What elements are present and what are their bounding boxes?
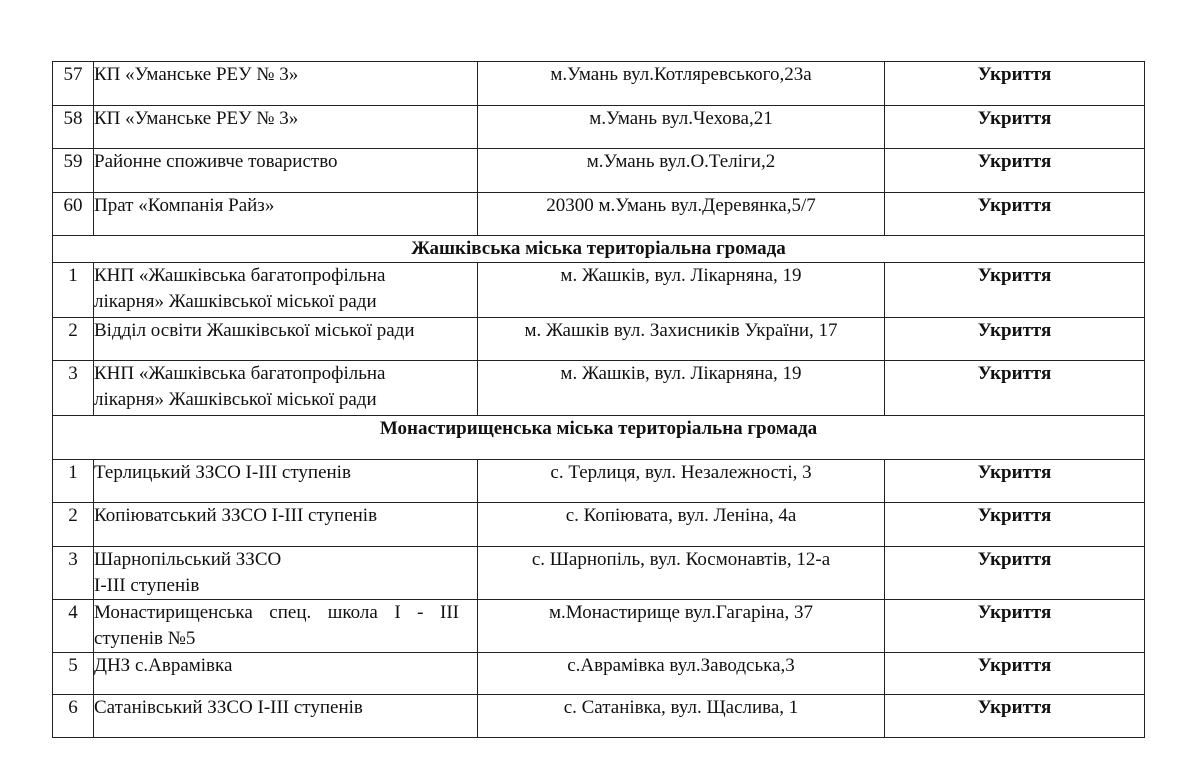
organization-name-line: КНП «Жашківська багатопрофільна: [94, 265, 386, 286]
row-number: 57: [53, 62, 94, 106]
section-title: Монастирищенська міська територіальна громада: [53, 416, 1145, 460]
organization-name-line: І-ІІІ ступенів: [94, 575, 200, 596]
organization-name: [94, 547, 478, 600]
shelter-type: Укриття: [885, 503, 1145, 547]
organization-name: [94, 263, 478, 318]
row-number: 60: [53, 193, 94, 236]
shelter-type: Укриття: [885, 106, 1145, 149]
address: м. Жашків вул. Захисників України, 17: [478, 318, 885, 361]
table-row: [53, 695, 1145, 738]
shelter-type: Укриття: [885, 62, 1145, 106]
section-header-row: [53, 236, 1145, 263]
table-row: [53, 460, 1145, 503]
organization-name: КП «Уманське РЕУ № 3»: [94, 106, 478, 149]
row-number: 59: [53, 149, 94, 193]
address: м. Жашків, вул. Лікарняна, 19: [478, 361, 885, 416]
address: м.Умань вул.Чехова,21: [478, 106, 885, 149]
address: с.Аврамівка вул.Заводська,3: [478, 653, 885, 695]
organization-name-line: Шарнопільський ЗЗСО: [94, 549, 282, 570]
table-row: [53, 318, 1145, 361]
organization-name: [94, 600, 478, 653]
shelter-type: Укриття: [885, 547, 1145, 600]
shelter-type: Укриття: [885, 460, 1145, 503]
shelter-type: Укриття: [885, 193, 1145, 236]
organization-name-line: ступенів №5: [94, 628, 196, 649]
address: с. Терлиця, вул. Незалежності, 3: [478, 460, 885, 503]
address: с. Шарнопіль, вул. Космонавтів, 12-а: [478, 547, 885, 600]
organization-name-line: лікарня» Жашківської міської ради: [94, 389, 377, 410]
shelter-type: Укриття: [885, 361, 1145, 416]
organization-name-line: Монастирищенська спец. школа I - III: [94, 602, 459, 623]
table-row: [53, 547, 1145, 600]
organization-name-line: КНП «Жашківська багатопрофільна: [94, 363, 386, 384]
table-row: [53, 106, 1145, 149]
shelters-table: [52, 61, 1145, 738]
table-row: [53, 193, 1145, 236]
organization-name: КП «Уманське РЕУ № 3»: [94, 62, 478, 106]
address: м.Умань вул.Котляревського,23а: [478, 62, 885, 106]
row-number: 3: [53, 361, 94, 416]
address: с. Копіювата, вул. Леніна, 4а: [478, 503, 885, 547]
organization-name-line: лікарня» Жашківської міської ради: [94, 291, 377, 312]
row-number: 3: [53, 547, 94, 600]
table-row: [53, 263, 1145, 318]
table-row: [53, 653, 1145, 695]
organization-name: Терлицький ЗЗСО І-ІІІ ступенів: [94, 460, 478, 503]
shelter-type: Укриття: [885, 695, 1145, 738]
address: 20300 м.Умань вул.Деревянка,5/7: [478, 193, 885, 236]
row-number: 5: [53, 653, 94, 695]
table-row: [53, 62, 1145, 106]
row-number: 6: [53, 695, 94, 738]
organization-name: Районне споживче товариство: [94, 149, 478, 193]
section-title: Жашківська міська територіальна громада: [53, 236, 1145, 263]
organization-name: Сатанівський ЗЗСО І-ІІІ ступенів: [94, 695, 478, 738]
table-row: [53, 149, 1145, 193]
address: м.Монастирище вул.Гагаріна, 37: [478, 600, 885, 653]
shelter-type: Укриття: [885, 263, 1145, 318]
shelter-type: Укриття: [885, 149, 1145, 193]
row-number: 2: [53, 503, 94, 547]
organization-name: Копіюватський ЗЗСО І-ІІІ ступенів: [94, 503, 478, 547]
shelter-type: Укриття: [885, 600, 1145, 653]
row-number: 1: [53, 263, 94, 318]
organization-name: ДНЗ с.Аврамівка: [94, 653, 478, 695]
table-row: [53, 600, 1145, 653]
address: с. Сатанівка, вул. Щаслива, 1: [478, 695, 885, 738]
address: м.Умань вул.О.Теліги,2: [478, 149, 885, 193]
shelter-type: Укриття: [885, 318, 1145, 361]
address: м. Жашків, вул. Лікарняна, 19: [478, 263, 885, 318]
section-header-row: [53, 416, 1145, 460]
row-number: 2: [53, 318, 94, 361]
shelter-type: Укриття: [885, 653, 1145, 695]
table-row: [53, 361, 1145, 416]
table-row: [53, 503, 1145, 547]
organization-name: Відділ освіти Жашківської міської ради: [94, 318, 478, 361]
organization-name: Прат «Компанія Райз»: [94, 193, 478, 236]
row-number: 1: [53, 460, 94, 503]
organization-name: [94, 361, 478, 416]
row-number: 4: [53, 600, 94, 653]
row-number: 58: [53, 106, 94, 149]
